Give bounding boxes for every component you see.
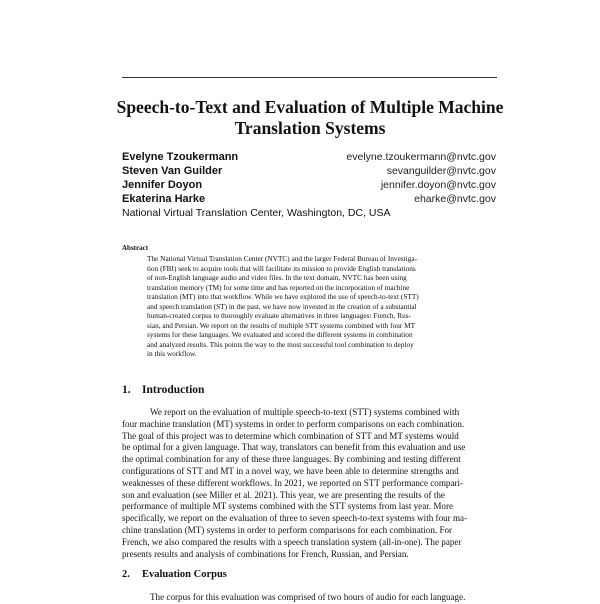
author-name: Steven Van Guilder bbox=[122, 165, 223, 177]
affiliation: National Virtual Translation Center, Washington, DC, USA bbox=[122, 207, 391, 219]
author-row bbox=[122, 178, 496, 192]
author-email[interactable]: evelyne.tzoukermann@nvtc.gov bbox=[346, 151, 496, 163]
abstract-line: in this workflow. bbox=[147, 349, 197, 358]
author-name: Jennifer Doyon bbox=[122, 179, 203, 191]
abstract-line: systems for these languages. We evaluated and scored the different systems in combination bbox=[147, 330, 413, 339]
author-row bbox=[122, 164, 496, 178]
author-email[interactable]: jennifer.doyon@nvtc.gov bbox=[380, 179, 496, 191]
abstract-line: of non-English language audio and video files. In the text domain, NVTC has been using bbox=[147, 273, 407, 282]
abstract-body bbox=[147, 254, 475, 359]
introduction-body bbox=[122, 407, 497, 560]
abstract-line: tion (FBI) seek to acquire tools that will facilitate its mission to provide English translations bbox=[147, 263, 416, 273]
author-email[interactable]: sevanguilder@nvtc.gov bbox=[386, 165, 496, 177]
abstract-line: The National Virtual Translation Center (NVTC) and the larger Federal Bureau of Investiga- bbox=[147, 254, 418, 263]
section-number: 2. bbox=[122, 569, 130, 580]
body-line: specifically, we report on the evaluation of three to seven speech-to-text systems with four ma- bbox=[122, 513, 468, 524]
author-row bbox=[122, 192, 496, 206]
section-number: 1. bbox=[122, 384, 131, 396]
abstract-line: human-created corpus to thoroughly evaluate alternatives in three languages: French, Rus- bbox=[147, 311, 412, 320]
paper-title: Speech-to-Text and Evaluation of Multiple Machine Translation Systems bbox=[116, 97, 504, 138]
body-line: son and evaluation (see Miller et al. 2021). This year, we are presenting the results of the bbox=[122, 489, 445, 500]
author-name: Ekaterina Harke bbox=[122, 193, 206, 205]
abstract-line: sian, and Persian. We report on the results of multiple STT systems combined with four MT bbox=[147, 320, 416, 330]
body-line: French, we also compared the results with a speech translation system (all-in-one). The paper bbox=[122, 536, 462, 547]
section-heading-evaluation-corpus bbox=[122, 568, 227, 582]
abstract-line: translation memory (TM) for some time and has reported on the incorporation of machine bbox=[147, 282, 410, 292]
body-line: presents results and analysis of combinations for French, Russian, and Persian. bbox=[122, 548, 409, 559]
author-name: Evelyne Tzoukermann bbox=[122, 151, 239, 163]
section-title: Introduction bbox=[142, 384, 205, 396]
evaluation-corpus-body: The corpus for this evaluation was comprised of two hours of audio for each language. bbox=[150, 592, 466, 602]
body-line: chine translation (MT) systems in order to perform comparisons for each combination. For bbox=[122, 524, 453, 535]
author-row bbox=[122, 150, 496, 164]
abstract-line: translation (MT) into that workflow. While we have explored the use of speech-to-text (STT) bbox=[147, 292, 419, 301]
body-line: weaknesses of these different workflows. In 2021, we reported on STT performance compari- bbox=[122, 477, 464, 488]
body-line: The goal of this project was to determine which combination of STT and MT systems would bbox=[122, 430, 459, 441]
abstract-line: and speech translation (ST) in the past, we have now invested in the creation of a substantial bbox=[147, 301, 417, 311]
body-line: be optimal for a given language. That way, translators can benefit from this evaluation and use bbox=[122, 442, 466, 453]
abstract-heading: Abstract bbox=[122, 244, 149, 252]
author-email[interactable]: eharke@nvtc.gov bbox=[414, 193, 496, 205]
body-line: performance of multiple MT systems combined with the STT systems from last year. More bbox=[122, 501, 454, 512]
abstract-line: and analyzed results. This points the way to the most successful tool combination to deploy bbox=[147, 339, 414, 349]
top-rule bbox=[122, 77, 497, 78]
body-line: We report on the evaluation of multiple speech-to-text (STT) systems combined with bbox=[150, 407, 460, 417]
section-title: Evaluation Corpus bbox=[142, 569, 227, 580]
section-heading-introduction bbox=[122, 383, 204, 397]
body-line: four machine translation (MT) systems in order to perform comparisons on each combination. bbox=[122, 418, 465, 429]
body-line: configurations of STT and MT in a novel way, we have been able to determine strengths and bbox=[122, 465, 459, 476]
body-line: the optimal combination for any of these three languages. By combining and testing different bbox=[122, 454, 461, 465]
